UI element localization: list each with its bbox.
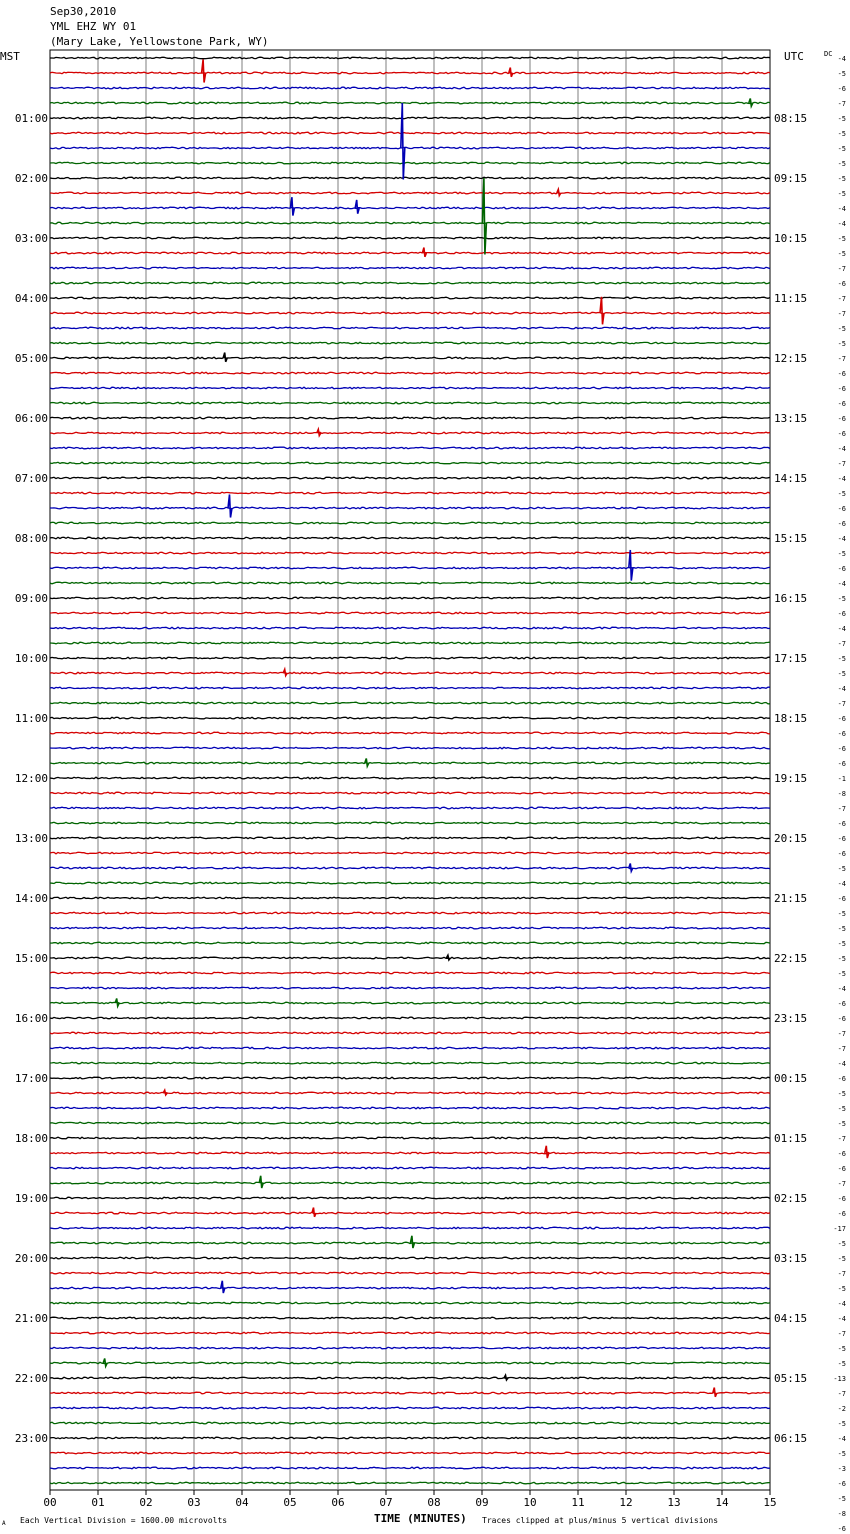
seismic-trace [50, 867, 770, 869]
hour-label-utc: 05:15 [774, 1372, 808, 1385]
hour-label-utc: 18:15 [774, 712, 808, 725]
hour-label-utc: 12:15 [774, 352, 808, 365]
dc-offset-label: -6 [837, 850, 846, 858]
event-spike [629, 550, 633, 581]
dc-offset-label: -5 [837, 1105, 846, 1113]
dc-offset-label: -6 [837, 565, 846, 573]
dc-offset-label: -5 [837, 550, 846, 558]
seismic-trace [50, 1272, 770, 1274]
event-spike [365, 759, 369, 767]
seismic-trace [50, 177, 770, 179]
seismic-trace [50, 387, 770, 389]
dc-offset-label: -5 [837, 1360, 846, 1368]
dc-offset-label: -6 [837, 895, 846, 903]
hour-label-mst: 06:00 [14, 412, 48, 425]
hour-label-utc: 02:15 [774, 1192, 808, 1205]
dc-offset-label: -13 [833, 1375, 846, 1383]
seismic-trace [50, 777, 770, 779]
seismic-trace [50, 792, 770, 794]
dc-offset-label: -6 [837, 505, 846, 513]
seismic-trace [50, 1407, 770, 1409]
hour-label-utc: 14:15 [774, 472, 808, 485]
seismic-trace [50, 1122, 770, 1124]
event-spike [283, 669, 287, 675]
seismic-trace [50, 162, 770, 164]
seismic-trace [50, 567, 770, 569]
dc-offset-label: -5 [837, 865, 846, 873]
event-spike [103, 1359, 107, 1367]
dc-offset-label: -7 [837, 1390, 846, 1398]
hour-label-utc: 19:15 [774, 772, 808, 785]
dc-offset-label: -6 [837, 400, 846, 408]
scale-note: Each Vertical Division = 1600.00 microvolts [20, 1516, 228, 1525]
dc-offset-label: -6 [837, 820, 846, 828]
dc-offset-label: -4 [837, 880, 846, 888]
seismic-trace [50, 882, 770, 884]
hour-label-mst: 13:00 [14, 832, 48, 845]
dc-offset-label: -5 [837, 955, 846, 963]
hour-label-mst: 20:00 [14, 1252, 48, 1265]
seismic-trace [50, 1422, 770, 1424]
dc-offset-label: -6 [837, 85, 846, 93]
seismic-trace [50, 327, 770, 329]
dc-offset-label: -5 [837, 130, 846, 138]
seismic-trace [50, 1047, 770, 1049]
hour-label-mst: 19:00 [14, 1192, 48, 1205]
hour-label-mst: 16:00 [14, 1012, 48, 1025]
event-spike [482, 178, 486, 255]
dc-offset-label: -5 [837, 490, 846, 498]
dc-offset-label: -6 [837, 730, 846, 738]
dc-offset-label: -5 [837, 190, 846, 198]
dc-offset-label: -6 [837, 520, 846, 528]
seismic-trace [50, 927, 770, 929]
event-spike [713, 1388, 717, 1397]
seismic-trace [50, 687, 770, 689]
x-tick-label: 13 [667, 1496, 681, 1509]
hour-label-mst: 05:00 [14, 352, 48, 365]
dc-offset-label: -7 [837, 295, 846, 303]
dc-offset-label: -7 [837, 1045, 846, 1053]
dc-offset-label: -8 [837, 790, 846, 798]
seismic-trace [50, 807, 770, 809]
dc-offset-label: -5 [837, 970, 846, 978]
event-spike [223, 353, 227, 362]
dc-offset-label: -7 [837, 640, 846, 648]
seismic-trace [50, 222, 770, 224]
hour-label-utc: 04:15 [774, 1312, 808, 1325]
dc-offset-label: -4 [837, 205, 846, 213]
hour-label-utc: 06:15 [774, 1432, 808, 1445]
clip-note: Traces clipped at plus/minus 5 vertical divisions [482, 1516, 719, 1525]
hour-label-mst: 04:00 [14, 292, 48, 305]
dc-offset-label: -5 [837, 1345, 846, 1353]
event-spike [202, 60, 206, 83]
seismic-trace [50, 942, 770, 944]
seismic-trace [50, 147, 770, 149]
dc-offset-label: -6 [837, 1000, 846, 1008]
x-tick-label: 11 [571, 1496, 585, 1509]
hour-label-mst: 09:00 [14, 592, 48, 605]
dc-offset-label: -6 [837, 1525, 846, 1533]
hour-label-utc: 03:15 [774, 1252, 808, 1265]
seismic-trace [50, 1152, 770, 1154]
seismic-trace [50, 417, 770, 419]
dc-offset-label: -5 [837, 1120, 846, 1128]
dc-offset-label: -5 [837, 925, 846, 933]
dc-offset-label: -6 [837, 415, 846, 423]
hour-label-mst: 08:00 [14, 532, 48, 545]
dc-offset-label: -5 [837, 1420, 846, 1428]
seismic-trace [50, 972, 770, 974]
seismic-trace [50, 762, 770, 764]
dc-offset-label: -6 [837, 370, 846, 378]
seismic-trace [50, 1077, 770, 1079]
seismic-trace [50, 1062, 770, 1064]
x-tick-label: 00 [43, 1496, 57, 1509]
dc-offset-label: -6 [837, 1075, 846, 1083]
dc-offset-label: -5 [837, 175, 846, 183]
x-tick-label: 14 [715, 1496, 729, 1509]
seismic-trace [50, 597, 770, 599]
hour-label-utc: 23:15 [774, 1012, 808, 1025]
dc-offset-label: -5 [837, 1255, 846, 1263]
dc-offset-label: -6 [837, 1210, 846, 1218]
dc-offset-label: -5 [837, 340, 846, 348]
hour-label-utc: 20:15 [774, 832, 808, 845]
dc-offset-label: -5 [837, 595, 846, 603]
seismic-trace [50, 1287, 770, 1289]
dc-offset-label: -7 [837, 1180, 846, 1188]
x-tick-label: 10 [523, 1496, 537, 1509]
chart-station: YML EHZ WY 01 [50, 20, 137, 33]
seismic-trace [50, 447, 770, 449]
dc-offset-label: -1 [837, 775, 846, 783]
hour-label-mst: 22:00 [14, 1372, 48, 1385]
seismic-trace [50, 1017, 770, 1019]
event-spike [163, 1090, 167, 1095]
dc-offset-label: -4 [837, 1300, 846, 1308]
dc-offset-label: -5 [837, 670, 846, 678]
dc-offset-label: -5 [837, 1090, 846, 1098]
seismic-trace [50, 1002, 770, 1004]
hour-label-utc: 10:15 [774, 232, 808, 245]
dc-offset-label: -4 [837, 985, 846, 993]
dc-offset-label: -4 [837, 475, 846, 483]
seismic-trace [50, 1302, 770, 1304]
event-spike [401, 103, 405, 180]
dc-offset-label: -6 [837, 835, 846, 843]
event-spike [259, 1176, 263, 1188]
seismic-trace [50, 372, 770, 374]
x-tick-label: 08 [427, 1496, 441, 1509]
seismic-trace [50, 267, 770, 269]
seismic-trace [50, 87, 770, 89]
dc-offset-label: -6 [837, 745, 846, 753]
hour-label-mst: 15:00 [14, 952, 48, 965]
seismic-trace [50, 612, 770, 614]
dc-offset-label: -7 [837, 700, 846, 708]
seismic-trace [50, 1482, 770, 1484]
dc-offset-label: -6 [837, 715, 846, 723]
dc-offset-label: -5 [837, 145, 846, 153]
seismic-trace [50, 1167, 770, 1169]
dc-offset-label: -4 [837, 625, 846, 633]
dc-offset-label: -4 [837, 685, 846, 693]
dc-offset-label: -5 [837, 235, 846, 243]
dc-offset-label: -5 [837, 655, 846, 663]
hour-label-mst: 03:00 [14, 232, 48, 245]
hour-label-mst: 10:00 [14, 652, 48, 665]
hour-label-mst: 11:00 [14, 712, 48, 725]
hour-label-utc: 00:15 [774, 1072, 808, 1085]
seismic-trace [50, 1377, 770, 1379]
x-tick-label: 06 [331, 1496, 345, 1509]
seismic-trace [50, 297, 770, 299]
seismic-trace [50, 987, 770, 989]
event-spike [312, 1208, 316, 1217]
seismic-trace [50, 1212, 770, 1214]
event-spike [600, 297, 604, 325]
dc-offset-label: -6 [837, 1480, 846, 1488]
hour-label-utc: 17:15 [774, 652, 808, 665]
seismic-trace [50, 837, 770, 839]
seismic-trace [50, 282, 770, 284]
seismic-trace [50, 207, 770, 209]
dc-offset-label: -5 [837, 1240, 846, 1248]
seismic-trace [50, 657, 770, 659]
dc-offset-label: -4 [837, 535, 846, 543]
dc-offset-label: -7 [837, 355, 846, 363]
x-tick-label: 01 [91, 1496, 105, 1509]
event-spike [446, 955, 450, 960]
dc-offset-label: -5 [837, 325, 846, 333]
dc-offset-label: -4 [837, 55, 846, 63]
hour-label-utc: 15:15 [774, 532, 808, 545]
hour-label-mst: 02:00 [14, 172, 48, 185]
x-tick-label: 03 [187, 1496, 201, 1509]
event-spike [290, 197, 294, 215]
seismic-trace [50, 1467, 770, 1469]
seismic-trace [50, 1362, 770, 1364]
dc-offset-label: -3 [837, 1465, 846, 1473]
dc-offset-label: -5 [837, 1495, 846, 1503]
dc-offset-label: -5 [837, 940, 846, 948]
seismic-trace [50, 57, 770, 59]
dc-offset-label: -5 [837, 1450, 846, 1458]
seismic-trace [50, 1437, 770, 1439]
dc-offset-label: -4 [837, 445, 846, 453]
x-tick-label: 15 [763, 1496, 777, 1509]
event-spike [629, 864, 633, 872]
dc-offset-label: -6 [837, 1195, 846, 1203]
dc-offset-label: -7 [837, 1135, 846, 1143]
chart-date: Sep30,2010 [50, 5, 117, 18]
dc-offset-label: -4 [837, 580, 846, 588]
seismic-trace [50, 1092, 770, 1094]
dc-offset-label: -4 [837, 220, 846, 228]
dc-offset-label: -7 [837, 460, 846, 468]
right-axis-label: UTC [784, 50, 804, 63]
hour-label-mst: 21:00 [14, 1312, 48, 1325]
seismic-trace [50, 582, 770, 584]
dc-offset-label: -5 [837, 250, 846, 258]
seismic-trace [50, 957, 770, 959]
dc-offset-label: -7 [837, 310, 846, 318]
seismic-trace [50, 912, 770, 914]
seismic-trace [50, 1032, 770, 1034]
dc-offset-label: -7 [837, 1270, 846, 1278]
dc-offset-label: -5 [837, 70, 846, 78]
seismic-trace [50, 522, 770, 524]
seismic-trace [50, 192, 770, 194]
dc-offset-label: -4 [837, 1315, 846, 1323]
dc-offset-label: -7 [837, 1330, 846, 1338]
seismic-trace [50, 1107, 770, 1109]
seismic-trace [50, 747, 770, 749]
hour-label-utc: 09:15 [774, 172, 808, 185]
seismic-trace [50, 897, 770, 899]
dc-offset-label: -5 [837, 160, 846, 168]
seismic-trace [50, 1197, 770, 1199]
event-spike [355, 200, 359, 214]
x-tick-label: 09 [475, 1496, 489, 1509]
dc-offset-label: -6 [837, 385, 846, 393]
dc-offset-label: -6 [837, 1015, 846, 1023]
seismic-trace [50, 537, 770, 539]
dc-offset-label: -6 [837, 610, 846, 618]
dc-offset-label: -6 [837, 760, 846, 768]
x-tick-label: 05 [283, 1496, 297, 1509]
hour-label-utc: 21:15 [774, 892, 808, 905]
seismic-trace [50, 1392, 770, 1394]
seismic-trace [50, 402, 770, 404]
seismic-trace [50, 72, 770, 74]
seismic-trace [50, 492, 770, 494]
hour-label-mst: 17:00 [14, 1072, 48, 1085]
seismic-trace [50, 312, 770, 314]
hour-label-utc: 08:15 [774, 112, 808, 125]
left-axis-label: MST [0, 50, 20, 63]
dc-offset-label: -8 [837, 1510, 846, 1518]
hour-label-utc: 22:15 [774, 952, 808, 965]
event-spike [410, 1236, 414, 1248]
seismic-trace [50, 702, 770, 704]
seismic-trace [50, 477, 770, 479]
dc-offset-label: -6 [837, 1150, 846, 1158]
dc-offset-label: -7 [837, 100, 846, 108]
seismic-trace [50, 627, 770, 629]
x-tick-label: 02 [139, 1496, 153, 1509]
x-axis-title: TIME (MINUTES) [374, 1512, 467, 1525]
hour-label-utc: 11:15 [774, 292, 808, 305]
chart-location: (Mary Lake, Yellowstone Park, WY) [50, 35, 269, 48]
seismic-trace [50, 852, 770, 854]
seismic-trace [50, 1317, 770, 1319]
hour-label-mst: 01:00 [14, 112, 48, 125]
seismic-trace [50, 672, 770, 674]
hour-label-utc: 01:15 [774, 1132, 808, 1145]
event-spike [228, 495, 232, 518]
event-spike [557, 189, 561, 195]
dc-label: DC [824, 50, 833, 58]
seismic-trace [50, 462, 770, 464]
seismic-trace [50, 1332, 770, 1334]
hour-label-mst: 18:00 [14, 1132, 48, 1145]
corner-mark: A [2, 1520, 6, 1527]
hour-label-mst: 07:00 [14, 472, 48, 485]
hour-label-mst: 14:00 [14, 892, 48, 905]
x-tick-label: 12 [619, 1496, 633, 1509]
dc-offset-label: -6 [837, 430, 846, 438]
event-spike [509, 68, 513, 77]
dc-offset-label: -5 [837, 115, 846, 123]
x-tick-label: 04 [235, 1496, 249, 1509]
hour-label-mst: 12:00 [14, 772, 48, 785]
seismic-trace [50, 1182, 770, 1184]
seismic-trace [50, 237, 770, 239]
event-spike [221, 1281, 225, 1293]
event-spike [749, 99, 753, 107]
dc-offset-label: -6 [837, 1165, 846, 1173]
dc-offset-label: -4 [837, 1060, 846, 1068]
hour-label-utc: 16:15 [774, 592, 808, 605]
seismic-trace [50, 1347, 770, 1349]
dc-offset-label: -5 [837, 910, 846, 918]
dc-offset-label: -6 [837, 280, 846, 288]
seismic-trace [50, 1137, 770, 1139]
dc-offset-label: -5 [837, 1285, 846, 1293]
seismic-trace [50, 1452, 770, 1454]
hour-label-mst: 23:00 [14, 1432, 48, 1445]
dc-offset-label: -4 [837, 1435, 846, 1443]
dc-offset-label: -7 [837, 1030, 846, 1038]
dc-offset-label: -17 [833, 1225, 846, 1233]
x-tick-label: 07 [379, 1496, 393, 1509]
seismic-trace [50, 552, 770, 554]
seismic-trace [50, 732, 770, 734]
seismic-trace [50, 132, 770, 134]
dc-offset-label: -7 [837, 805, 846, 813]
seismic-trace [50, 1257, 770, 1259]
seismic-trace [50, 822, 770, 824]
event-spike [504, 1375, 508, 1380]
seismic-trace [50, 717, 770, 719]
dc-offset-label: -7 [837, 265, 846, 273]
seismic-trace [50, 117, 770, 119]
seismic-trace [50, 642, 770, 644]
seismic-trace [50, 432, 770, 434]
seismic-trace [50, 507, 770, 509]
seismic-trace [50, 1227, 770, 1229]
seismic-trace [50, 252, 770, 254]
dc-offset-label: -2 [837, 1405, 846, 1413]
seismic-trace [50, 357, 770, 359]
seismic-trace [50, 342, 770, 344]
seismic-trace [50, 102, 770, 104]
hour-label-utc: 13:15 [774, 412, 808, 425]
